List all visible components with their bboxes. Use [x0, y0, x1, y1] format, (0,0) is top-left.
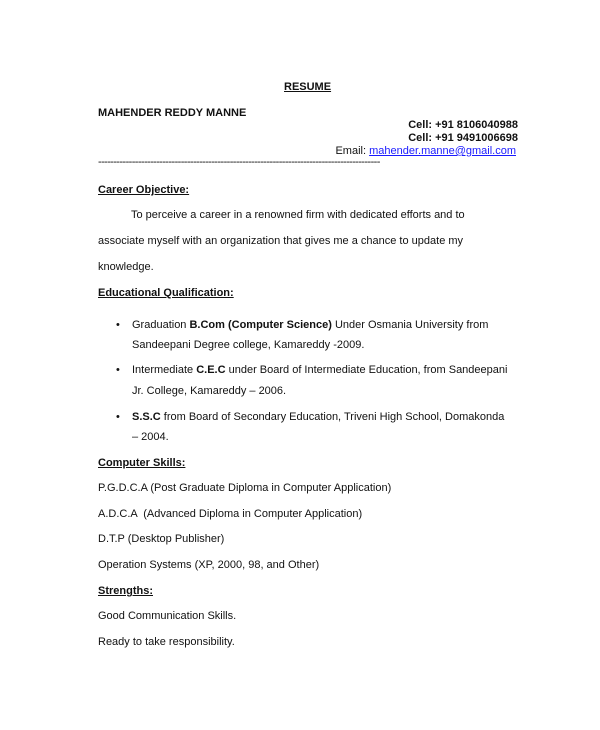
bullet-icon: • [116, 319, 120, 331]
career-line: To perceive a career in a renowned firm with dedicated efforts and to [131, 209, 465, 221]
education-item: Graduation B.Com (Computer Science) Under Osmania University from [132, 319, 489, 331]
career-line: knowledge. [98, 261, 154, 273]
skill-item: Operation Systems (XP, 2000, 98, and Other) [98, 559, 320, 571]
divider: -------------------------------------------------------------------------------------------- [98, 156, 380, 168]
career-line: associate myself with an organization that gives me a chance to update my [98, 235, 464, 247]
education-item-line2: Sandeepani Degree college, Kamareddy -2009. [132, 339, 365, 351]
cell-2: Cell: +91 9491006698 [408, 132, 518, 144]
skill-item: P.G.D.C.A (Post Graduate Diploma in Computer Application) [98, 482, 392, 494]
career-heading: Career Objective: [98, 184, 190, 196]
strength-item: Good Communication Skills. [98, 610, 237, 622]
bullet-icon: • [116, 364, 120, 376]
candidate-name: MAHENDER REDDY MANNE [98, 107, 247, 119]
education-item-line2: – 2004. [132, 431, 169, 443]
education-item: S.S.C from Board of Secondary Education, Triveni High School, Domakonda [132, 411, 505, 423]
strength-item: Ready to take responsibility. [98, 636, 235, 648]
strengths-heading: Strengths: [98, 585, 153, 597]
email-label: Email: [335, 145, 367, 157]
bullet-icon: • [116, 411, 120, 423]
education-heading: Educational Qualification: [98, 287, 234, 299]
resume-title: RESUME [284, 81, 332, 93]
email-link[interactable]: mahender.manne@gmail.com [369, 145, 516, 157]
skill-item: D.T.P (Desktop Publisher) [98, 533, 225, 545]
skills-heading: Computer Skills: [98, 457, 186, 469]
cell-1: Cell: +91 8106040988 [408, 119, 518, 131]
skill-item: A.D.C.A (Advanced Diploma in Computer Application) [98, 508, 363, 520]
education-item-line2: Jr. College, Kamareddy – 2006. [132, 385, 287, 397]
education-item: Intermediate C.E.C under Board of Intermediate Education, from Sandeepani [132, 364, 508, 376]
